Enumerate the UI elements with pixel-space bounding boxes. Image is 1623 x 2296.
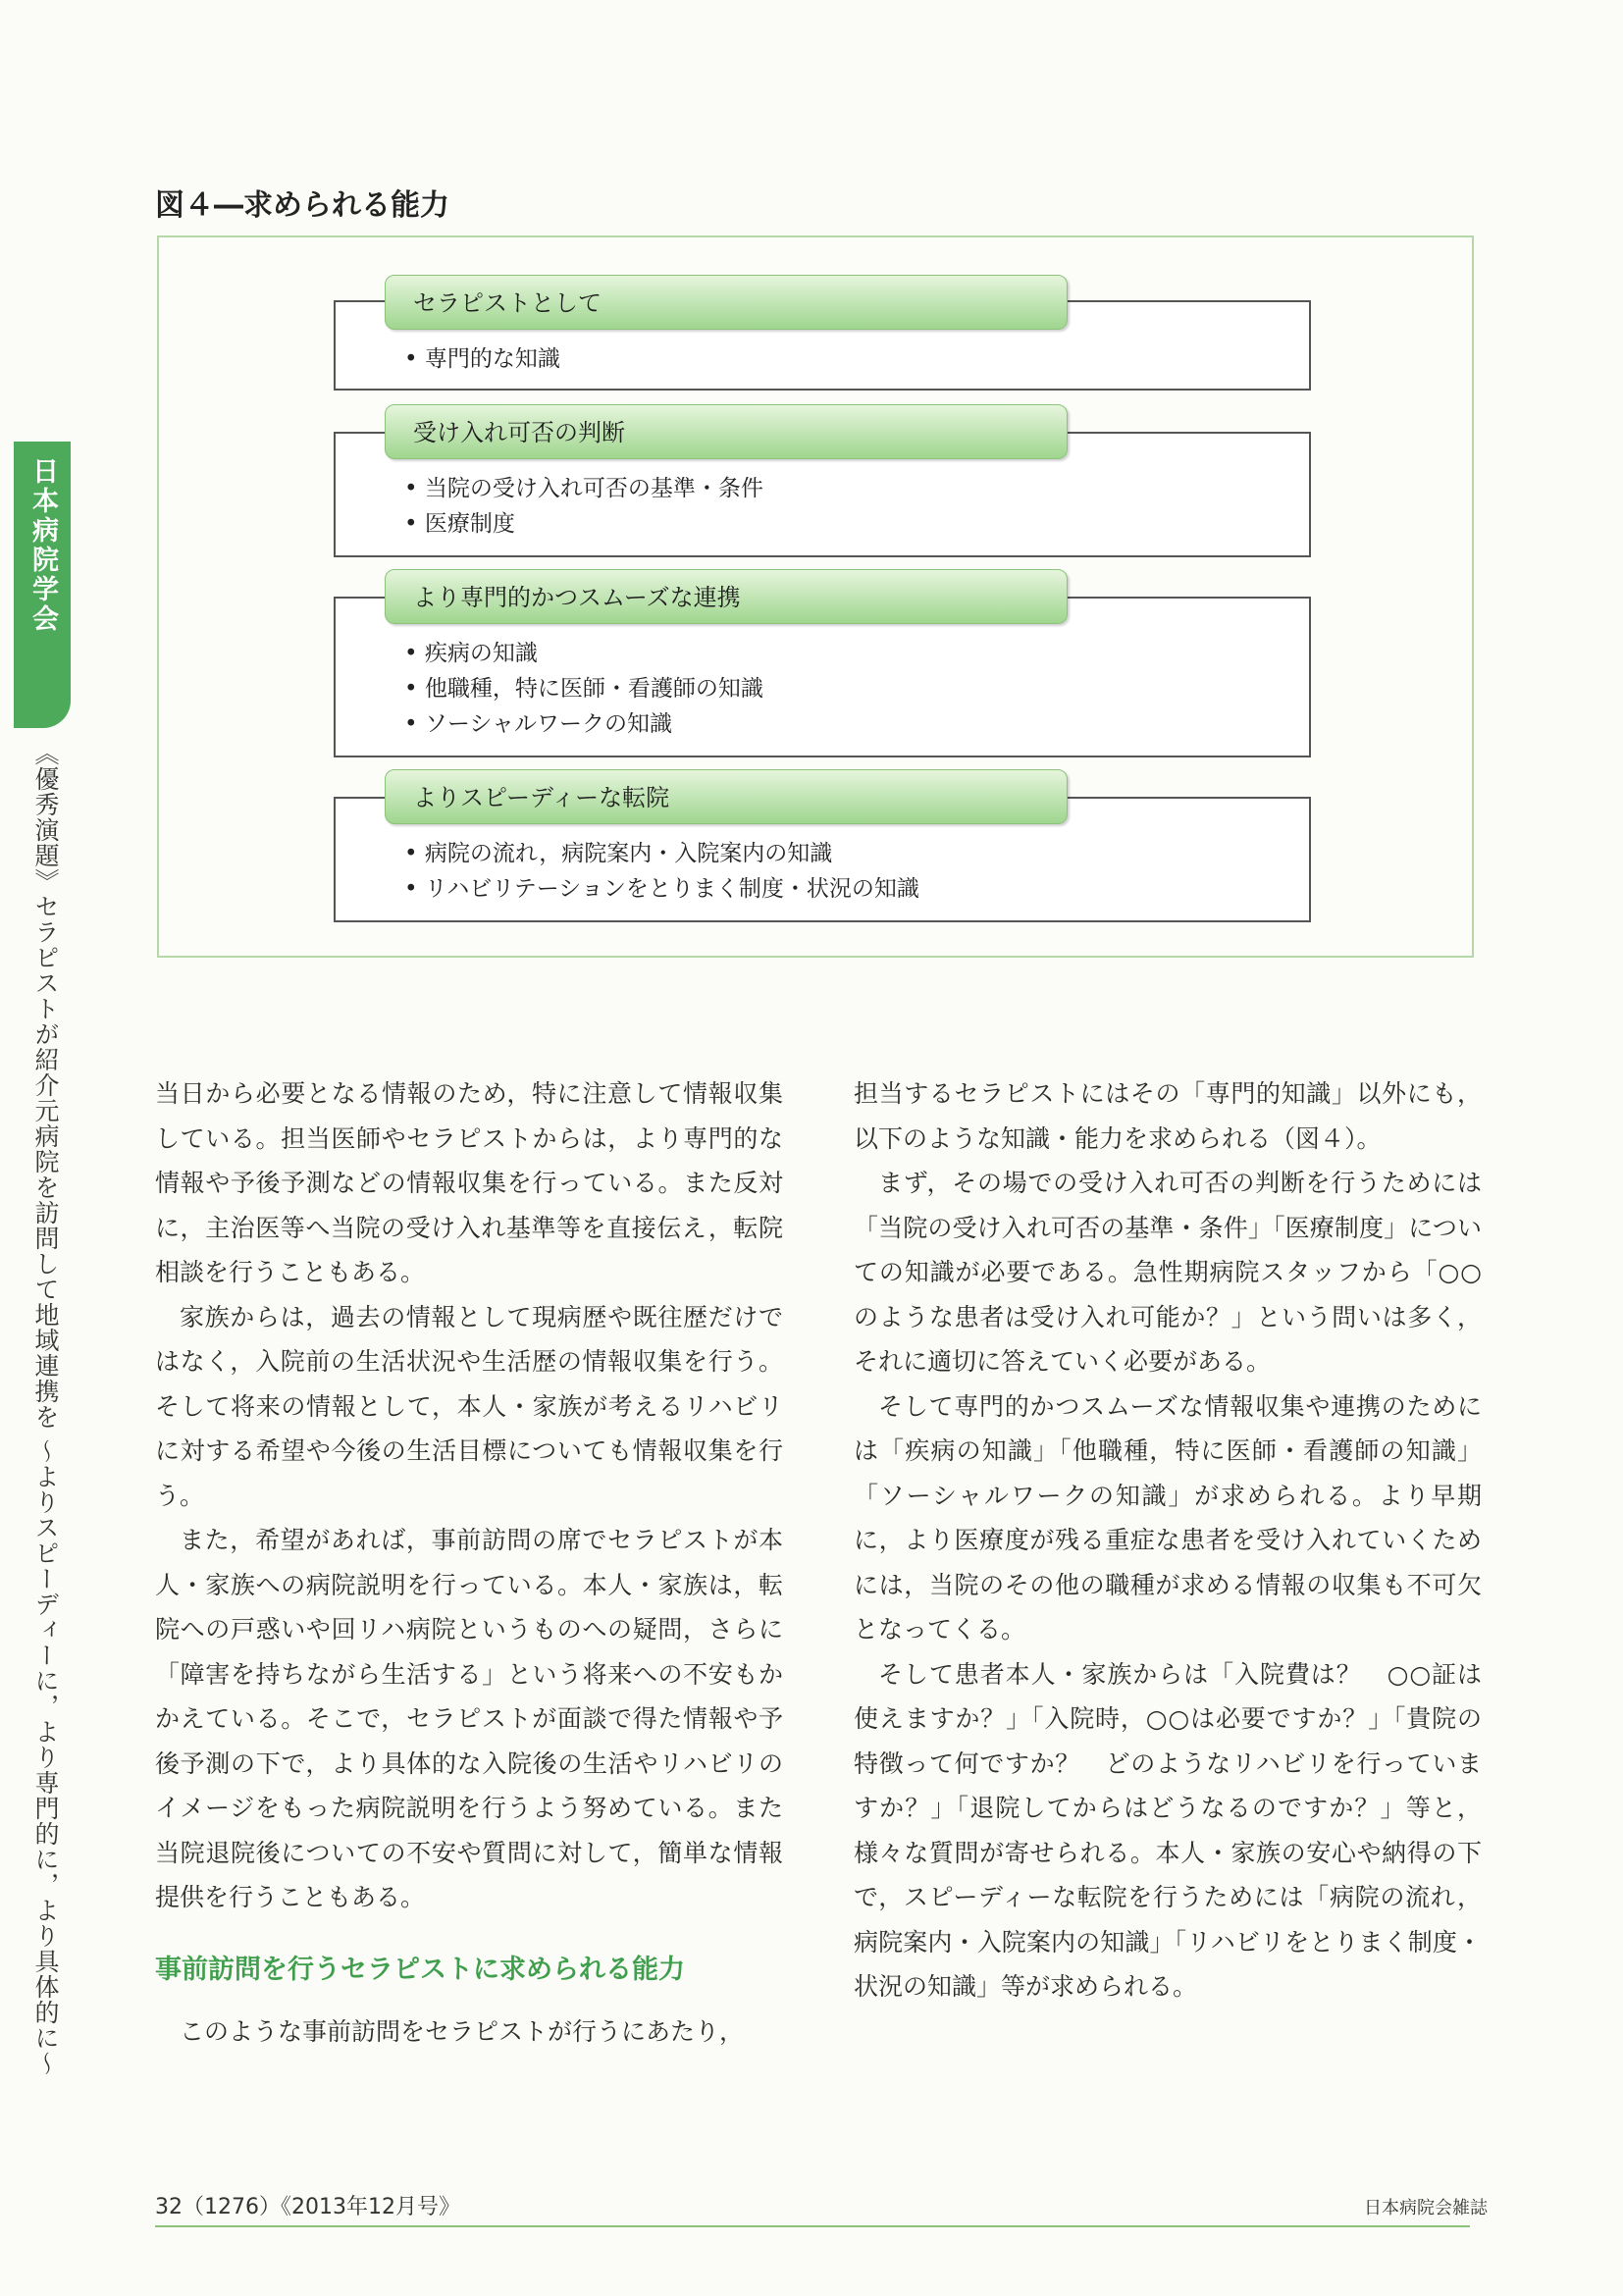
- body-column-left: [155, 1071, 783, 2055]
- figure-item: • リハビリテーションをとりまく制度・状況の知識: [404, 871, 919, 907]
- figure-group-heading: セラピストとして: [385, 275, 1068, 330]
- figure-group-items: [404, 471, 763, 542]
- paragraph: このような事前訪問をセラピストが行うにあたり，: [180, 2017, 745, 2046]
- paragraph: 担当するセラピストにはその「専門的知識」以外にも，以下のような知識・能力を求められる（図４）。: [854, 1079, 1482, 1153]
- paragraph: 当日から必要となる情報のため，特に注意して情報収集している。担当医師やセラピストからは，より専門的な情報や予後予測などの情報収集を行っている。また反対に，主治医等へ当院の受け入れ基準等を直接伝え，転院相談を行うこともある。: [155, 1079, 783, 1286]
- side-tab-label: 日本病院学会: [27, 457, 58, 634]
- figure-item: • ソーシャルワークの知識: [404, 706, 763, 742]
- figure-item: • 当院の受け入れ可否の基準・条件: [404, 471, 763, 506]
- figure-title: 図４―求められる能力: [155, 188, 449, 223]
- figure-group-heading: より専門的かつスムーズな連携: [385, 569, 1068, 624]
- paragraph: 家族からは，過去の情報として現病歴や既往歴だけではなく，入院前の生活状況や生活歴の情報収集を行う。そして将来の情報として，本人・家族が考えるリハビリに対する希望や今後の生活目標についても情報収集を行う。: [155, 1302, 783, 1510]
- figure-item: • 疾病の知識: [404, 636, 763, 671]
- paragraph: そして専門的かつスムーズな情報収集や連携のためには「疾病の知識」「他職種，特に医師・看護師の知識」「ソーシャルワークの知識」が求められる。より早期に，より医療度が残る重症な患者を受け入れていくためには，当院のその他の職種が求める情報の収集も不可欠となってくる。: [854, 1391, 1482, 1644]
- side-article-title: 《優秀演題》セラピストが紹介元病院を訪問して地域連携を ～よりスピーディーに，より専門的に，より具体的に～: [31, 741, 60, 2076]
- figure-item: • 医療制度: [404, 506, 763, 542]
- footer-journal-name: 日本病院会雑誌: [1364, 2198, 1488, 2218]
- figure-item: • 他職種，特に医師・看護師の知識: [404, 671, 763, 706]
- figure-item: • 病院の流れ，病院案内・入院案内の知識: [404, 836, 919, 871]
- section-heading: 事前訪問を行うセラピストに求められる能力: [155, 1954, 685, 1985]
- figure-group-items: [404, 636, 763, 742]
- paragraph: また，希望があれば，事前訪問の席でセラピストが本人・家族への病院説明を行っている。本人・家族は，転院への戸惑いや回リハ病院というものへの疑問，さらに「障害を持ちながら生活する」という将来への不安もかかえている。そこで，セラピストが面談で得た情報や予後予測の下で，より具体的な入院後の生活やリハビリのイメージをもった病院説明を行うよう努めている。また当院退院後についての不安や質問に対して，簡単な情報提供を行うこともある。: [155, 1526, 783, 1911]
- figure-group-items: [404, 836, 919, 907]
- figure-group-heading: よりスピーディーな転院: [385, 769, 1068, 824]
- paragraph: そして患者本人・家族からは「入院費は？ ○○証は使えますか？」「入院時，○○は必要ですか？」「貴院の特徴って何ですか？ どのようなリハビリを行っていますか？」「退院してからはどうなるのですか？」等と，様々な質問が寄せられる。本人・家族の安心や納得の下で，スピーディーな転院を行うためには「病院の流れ，病院案内・入院案内の知識」「リハビリをとりまく制度・状況の知識」等が求められる。: [854, 1659, 1482, 2001]
- figure-group-items: [404, 341, 560, 377]
- figure-group-heading: 受け入れ可否の判断: [385, 404, 1068, 459]
- footer-rule: [155, 2225, 1470, 2227]
- paragraph: まず，その場での受け入れ可否の判断を行うためには「当院の受け入れ可否の基準・条件」「医療制度」についての知識が必要である。急性期病院スタッフから「○○のような患者は受け入れ可能か？」という問いは多く，それに適切に答えていく必要がある。: [854, 1169, 1482, 1376]
- body-column-right: [854, 1071, 1482, 2009]
- figure-item: • 専門的な知識: [404, 341, 560, 377]
- footer-page-number: 32（1276）《2013年12月号》: [155, 2195, 460, 2219]
